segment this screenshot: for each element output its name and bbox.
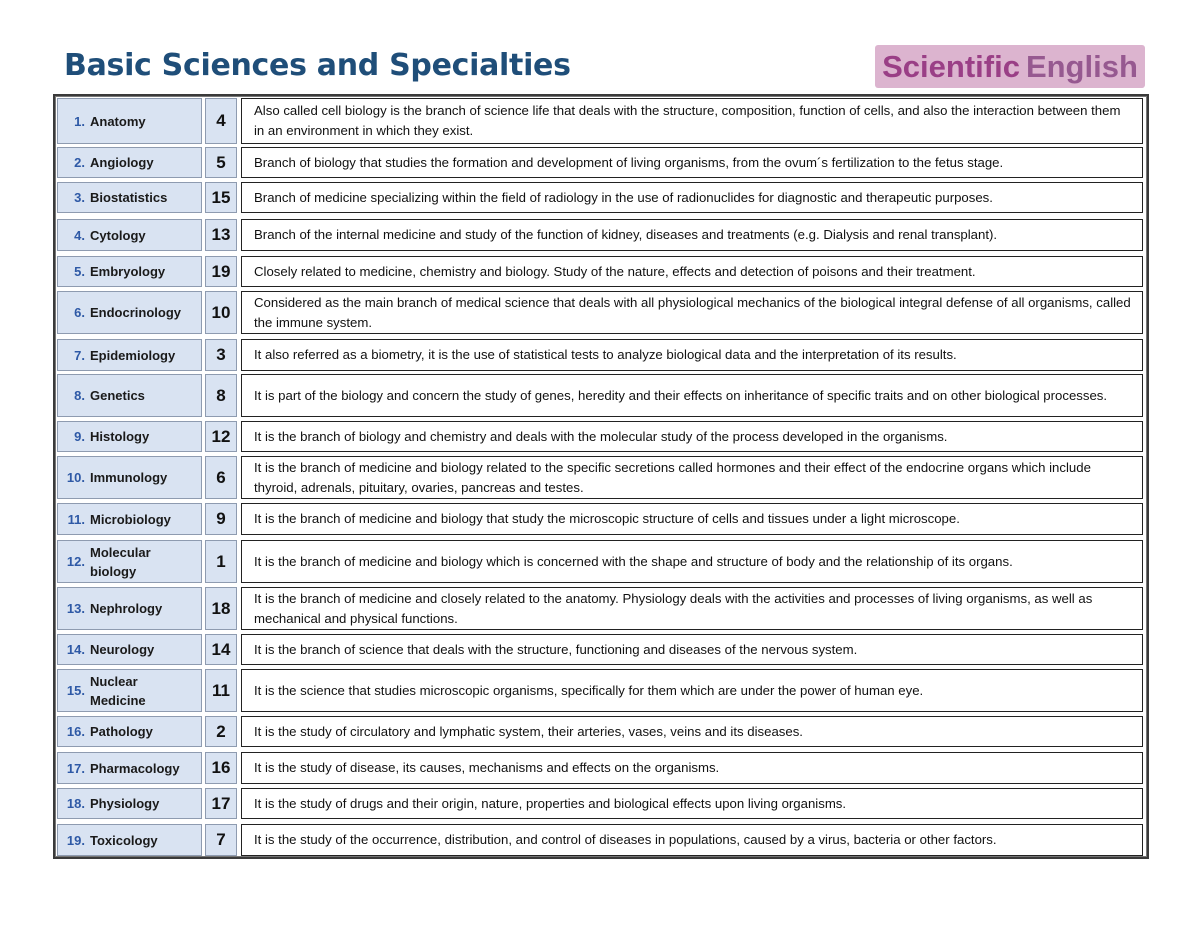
term-name: Endocrinology [90, 305, 181, 320]
answer-cell: 8 [205, 374, 237, 417]
term-cell [57, 182, 202, 213]
term-name: Immunology [90, 470, 168, 485]
term-name: Histology [90, 429, 150, 444]
definition-cell: Branch of the internal medicine and study of the function of kidney, diseases and treatments (e.g. Dialysis and renal transplant). [241, 219, 1143, 251]
definition-cell: Closely related to medicine, chemistry and biology. Study of the nature, effects and detection of poisons and their treatment. [241, 256, 1143, 287]
table-row [57, 669, 1147, 712]
term-name: Pathology [90, 724, 153, 739]
definition-cell: Branch of biology that studies the formation and development of living organisms, from the ovum´s fertilization to the fetus stage. [241, 147, 1143, 178]
answer-cell: 10 [205, 291, 237, 334]
term-number: 13. [66, 601, 85, 616]
answer-cell: 4 [205, 98, 237, 144]
term-number: 17. [66, 760, 85, 776]
table-row [57, 339, 1147, 371]
term-cell [57, 824, 202, 856]
definition-cell: It also referred as a biometry, it is the use of statistical tests to analyze biological data and the interpretation of its results. [241, 339, 1143, 371]
term-name: Toxicology [90, 832, 158, 848]
table-row [57, 256, 1147, 287]
definition-cell: It is the branch of science that deals with the structure, functioning and diseases of the nervous system. [241, 634, 1143, 665]
term-name: Physiology [90, 796, 160, 811]
term-number: 8. [74, 388, 85, 403]
definition-cell: It is the branch of medicine and biology related to the specific secretions called hormones and their effect of the endocrine organs which include thyroid, adrenals, pituitary, ovaries, pancreas and testes. [241, 456, 1143, 499]
table-row [57, 587, 1147, 630]
table-row [57, 421, 1147, 452]
answer-cell: 2 [205, 716, 237, 747]
term-number: 4. [74, 227, 85, 243]
table-row [57, 540, 1147, 583]
answer-cell: 15 [205, 182, 237, 213]
table-row [57, 634, 1147, 665]
term-cell [57, 421, 202, 452]
term-cell [57, 752, 202, 784]
table-row [57, 374, 1147, 417]
term-number: 3. [74, 190, 85, 205]
table-row [57, 291, 1147, 334]
term-cell [57, 256, 202, 287]
term-name: Biostatistics [90, 190, 168, 205]
definition-cell: It is part of the biology and concern the study of genes, heredity and their effects on inheritance of specific traits and on other biological processes. [241, 374, 1143, 417]
answer-cell: 16 [205, 752, 237, 784]
term-cell [57, 147, 202, 178]
definition-cell: Also called cell biology is the branch of science life that deals with the structure, composition, function of cells, and also the interaction between them in an environment in which they exist. [241, 98, 1143, 144]
definition-cell: It is the branch of medicine and closely related to the anatomy. Physiology deals with the activities and processes of living organisms, as well as mechanical and physical functions. [241, 587, 1143, 630]
term-cell [57, 219, 202, 251]
table-row [57, 503, 1147, 535]
answer-cell: 11 [205, 669, 237, 712]
term-number: 12. [66, 554, 85, 569]
term-cell [57, 634, 202, 665]
scientific-english-logo [875, 45, 1145, 88]
table-row [57, 752, 1147, 784]
answer-cell: 3 [205, 339, 237, 371]
term-name: Cytology [90, 227, 146, 243]
answer-cell: 17 [205, 788, 237, 819]
term-cell [57, 374, 202, 417]
term-cell [57, 540, 202, 583]
term-number: 6. [74, 305, 85, 320]
definition-cell: It is the branch of medicine and biology which is concerned with the shape and structure of body and the relationship of its organs. [241, 540, 1143, 583]
term-cell [57, 503, 202, 535]
term-name: Molecular biology [90, 544, 151, 579]
term-cell [57, 98, 202, 144]
term-number: 5. [74, 264, 85, 279]
term-name: Pharmacology [90, 760, 180, 776]
table-row [57, 824, 1147, 856]
answer-cell: 14 [205, 634, 237, 665]
definition-cell: Considered as the main branch of medical science that deals with all physiological mechanics of the biological integral defense of all organisms, called the immune system. [241, 291, 1143, 334]
term-number: 18. [66, 796, 85, 811]
table-row [57, 219, 1147, 251]
term-number: 11. [67, 511, 85, 527]
logo-word-1: Scientific [882, 48, 1020, 84]
term-cell [57, 716, 202, 747]
term-name: Microbiology [90, 511, 171, 527]
term-number: 19. [66, 832, 85, 848]
term-name: Neurology [90, 642, 155, 657]
term-cell [57, 669, 202, 712]
answer-cell: 9 [205, 503, 237, 535]
term-cell [57, 788, 202, 819]
term-name: Nephrology [90, 601, 163, 616]
page-title: Basic Sciences and Specialties [64, 48, 571, 83]
answer-cell: 18 [205, 587, 237, 630]
term-number: 10. [66, 470, 85, 485]
term-number: 2. [74, 155, 85, 170]
logo-word-2: English [1025, 48, 1138, 84]
answer-cell: 6 [205, 456, 237, 499]
term-number: 7. [74, 347, 85, 363]
term-cell [57, 587, 202, 630]
table-row [57, 456, 1147, 499]
definition-cell: It is the study of circulatory and lymphatic system, their arteries, vases, veins and its diseases. [241, 716, 1143, 747]
term-name: Anatomy [90, 113, 146, 129]
term-number: 1. [74, 113, 85, 129]
definition-cell: It is the study of the occurrence, distribution, and control of diseases in populations, caused by a virus, bacteria or other factors. [241, 824, 1143, 856]
answer-cell: 13 [205, 219, 237, 251]
term-name: Epidemiology [90, 347, 176, 363]
answer-cell: 1 [205, 540, 237, 583]
term-name: Nuclear Medicine [90, 673, 146, 708]
term-name: Genetics [90, 388, 145, 403]
term-name: Embryology [90, 264, 166, 279]
table-row [57, 98, 1147, 144]
term-name: Angiology [90, 155, 154, 170]
definition-cell: Branch of medicine specializing within the field of radiology in the use of radionuclides for diagnostic and therapeutic purposes. [241, 182, 1143, 213]
term-cell [57, 291, 202, 334]
definition-cell: It is the study of disease, its causes, mechanisms and effects on the organisms. [241, 752, 1143, 784]
table-row [57, 182, 1147, 213]
definition-cell: It is the science that studies microscopic organisms, specifically for them which are under the power of human eye. [241, 669, 1143, 712]
term-number: 15. [66, 683, 85, 698]
term-number: 14. [66, 642, 85, 657]
table-row [57, 716, 1147, 747]
definition-cell: It is the branch of medicine and biology that study the microscopic structure of cells and tissues under a light microscope. [241, 503, 1143, 535]
definition-cell: It is the branch of biology and chemistry and deals with the molecular study of the process developed in the organisms. [241, 421, 1143, 452]
answer-cell: 12 [205, 421, 237, 452]
answer-cell: 19 [205, 256, 237, 287]
term-cell [57, 339, 202, 371]
definition-cell: It is the study of drugs and their origin, nature, properties and biological effects upon living organisms. [241, 788, 1143, 819]
term-number: 16. [66, 724, 85, 739]
table-row [57, 147, 1147, 178]
term-cell [57, 456, 202, 499]
answer-cell: 7 [205, 824, 237, 856]
answer-cell: 5 [205, 147, 237, 178]
table-row [57, 788, 1147, 819]
term-number: 9. [74, 429, 85, 444]
